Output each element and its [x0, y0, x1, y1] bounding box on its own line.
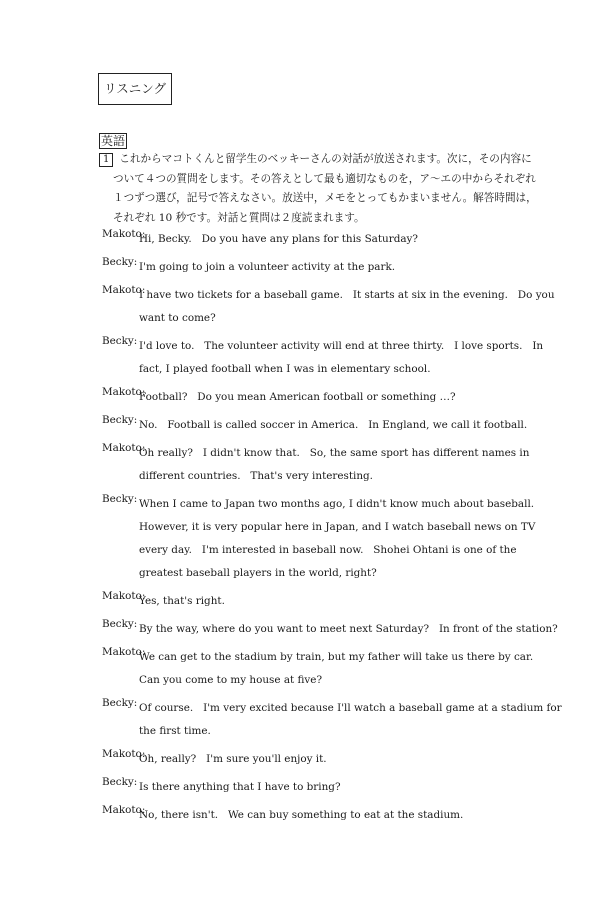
utterance-line: Yes, that's right.: [139, 595, 225, 607]
dialogue-turn: [102, 335, 544, 381]
utterance-line: However, it is very popular here in Japan, and I watch baseball news on TV: [139, 521, 536, 533]
utterance-line: I have two tickets for a baseball game. It starts at six in the evening. Do you: [139, 289, 555, 301]
speaker-name: Becky:: [102, 493, 138, 505]
speaker-name: Becky:: [102, 414, 138, 426]
utterance-line: Is there anything that I have to bring?: [139, 781, 341, 793]
dialogue-turn: [102, 284, 555, 330]
utterance-line: Can you come to my house at five?: [139, 674, 323, 686]
utterance: [139, 776, 512, 799]
dialogue-turn: [102, 618, 558, 641]
utterance-line: every day. I'm interested in baseball now. Shohei Ohtani is one of the: [139, 544, 517, 556]
dialogue-turn: [102, 228, 512, 251]
speaker-name: Makoto:: [102, 748, 146, 760]
utterance-line: the first time.: [139, 725, 211, 737]
utterance: [139, 748, 512, 771]
speaker-name: Makoto:: [102, 228, 146, 240]
speaker-name: Becky:: [102, 776, 138, 788]
utterance-line: Oh really? I didn't know that. So, the same sport has different names in: [139, 447, 530, 459]
utterance-line: No. Football is called soccer in America. In England, we call it football.: [139, 419, 528, 431]
speaker-name: Makoto:: [102, 590, 146, 602]
utterance: [139, 493, 535, 585]
dialogue-turn: [102, 590, 512, 613]
utterance-line: Oh, really? I'm sure you'll enjoy it.: [139, 753, 327, 765]
utterance: [139, 697, 562, 743]
utterance: [139, 804, 512, 827]
utterance-line: When I came to Japan two months ago, I didn't know much about baseball.: [139, 498, 535, 510]
speaker-name: Becky:: [102, 697, 138, 709]
dialogue: [102, 228, 562, 832]
utterance-line: greatest baseball players in the world, right?: [139, 567, 377, 579]
utterance-line: Hi, Becky. Do you have any plans for this Saturday?: [139, 233, 418, 245]
dialogue-turn: [102, 776, 512, 799]
utterance: [139, 442, 529, 488]
instruction-line-1: 1 これからマコトくんと留学生のベッキーさんの対話が放送されます。次に，その内容に: [99, 150, 519, 170]
utterance: [139, 646, 533, 692]
speaker-name: Makoto:: [102, 442, 146, 454]
dialogue-turn: [102, 697, 562, 743]
dialogue-turn: [102, 256, 512, 279]
section-title: リスニング: [98, 73, 172, 105]
speaker-name: Becky:: [102, 335, 138, 347]
instruction-line-3: １つずつ選び，記号で答えなさい。放送中，メモをとってもかまいません。解答時間は，: [113, 192, 537, 204]
utterance-line: Football? Do you mean American football or something …?: [139, 391, 456, 403]
dialogue-turn: [102, 386, 512, 409]
dialogue-turn: [102, 414, 528, 437]
speaker-name: Makoto:: [102, 646, 146, 658]
utterance-line: fact, I played football when I was in elementary school.: [139, 363, 431, 375]
dialogue-turn: [102, 646, 534, 692]
utterance-line: I'm going to join a volunteer activity at the park.: [139, 261, 396, 273]
utterance-line: different countries. That's very interesting.: [139, 470, 373, 482]
utterance-line: Of course. I'm very excited because I'll watch a baseball game at a stadium for: [139, 702, 562, 714]
instruction-line-4: それぞれ 10 秒です。対話と質問は２度読まれます。: [113, 211, 365, 224]
utterance-line: We can get to the stadium by train, but my father will take us there by car.: [139, 651, 534, 663]
utterance: [139, 618, 558, 641]
dialogue-turn: [102, 748, 512, 771]
utterance: [139, 335, 543, 381]
question-number: 1: [99, 153, 113, 167]
utterance-line: I'd love to. The volunteer activity will end at three thirty. I love sports. In: [139, 340, 544, 352]
instruction-line-2: ついて４つの質問をします。その答えとして最も適切なものを，ア〜エの中からそれぞれ: [113, 172, 536, 185]
utterance: [139, 414, 527, 437]
speaker-name: Makoto:: [102, 804, 146, 816]
speaker-name: Makoto:: [102, 284, 146, 296]
dialogue-turn: [102, 442, 530, 488]
utterance: [139, 590, 512, 613]
dialogue-turn: [102, 804, 512, 827]
utterance: [139, 284, 555, 330]
utterance-line: want to come?: [139, 312, 216, 324]
subject-label: 英語: [101, 134, 126, 148]
utterance: [139, 256, 512, 279]
instructions: [99, 150, 537, 228]
utterance-line: No, there isn't. We can buy something to eat at the stadium.: [139, 809, 464, 821]
dialogue-turn: [102, 493, 536, 585]
utterance: [139, 386, 512, 409]
speaker-name: Becky:: [102, 618, 138, 630]
speaker-name: Becky:: [102, 256, 138, 268]
utterance-line: By the way, where do you want to meet next Saturday? In front of the station?: [139, 623, 558, 635]
utterance: [139, 228, 512, 251]
speaker-name: Makoto:: [102, 386, 146, 398]
